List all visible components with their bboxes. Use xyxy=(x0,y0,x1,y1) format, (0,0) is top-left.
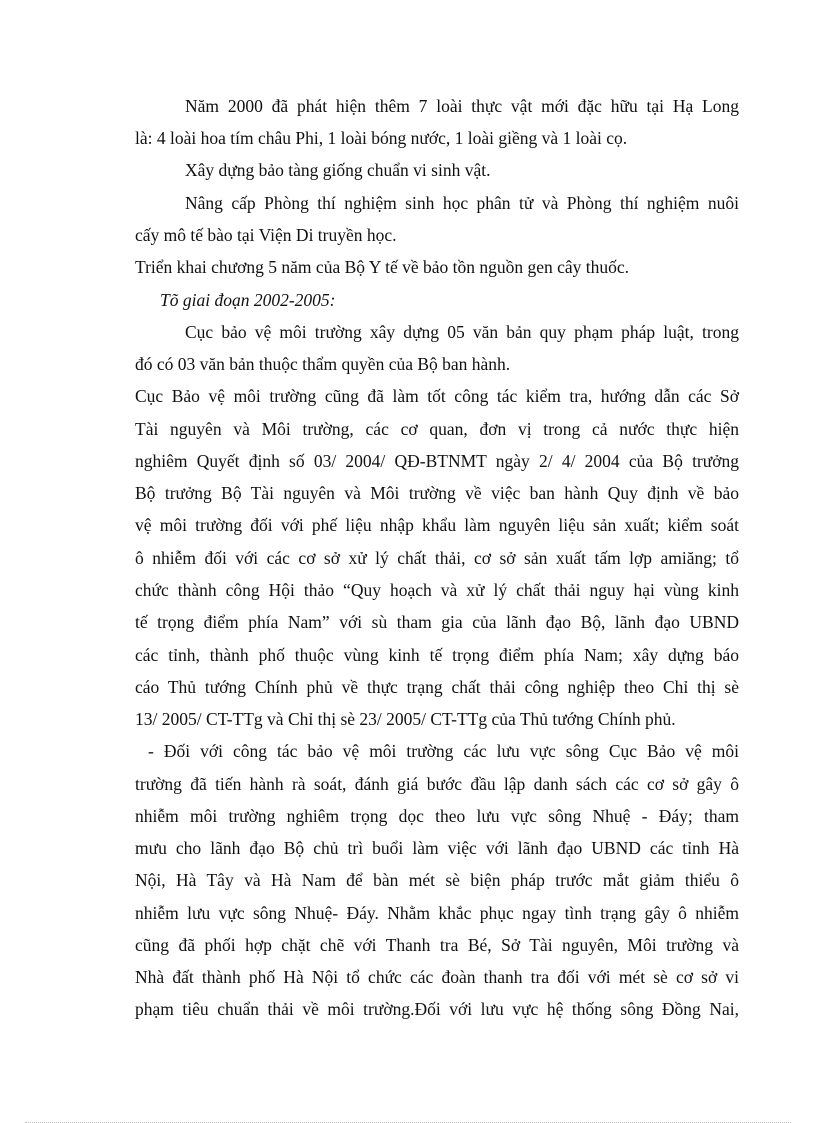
text-line: ô nhiễm đối với các cơ sở xử lý chất thải, cơ sở sản xuất tấm lợp amiăng; tổ xyxy=(135,548,739,568)
text-line: Triển khai chương 5 năm của Bộ Y tế về bảo tồn nguồn gen cây thuốc. xyxy=(135,257,630,277)
text-line: mưu cho lãnh đạo Bộ chủ trì buổi làm việc với lãnh đạo UBND các tỉnh Hà xyxy=(135,838,739,858)
text-line: Cục bảo vệ môi trường xây dựng 05 văn bản quy phạm pháp luật, trong xyxy=(185,322,739,342)
text-line: Năm 2000 đã phát hiện thêm 7 loài thực vật mới đặc hữu tại Hạ Long xyxy=(185,96,739,116)
text-line: Xây dựng bảo tàng giống chuẩn vi sinh vật. xyxy=(185,160,491,180)
text-line: trường đã tiến hành rà soát, đánh giá bước đầu lập danh sách các cơ sở gây ô xyxy=(135,774,739,794)
text-line: nghiêm Quyết định số 03/ 2004/ QĐ-BTNMT ngày 2/ 4/ 2004 của Bộ trưởng xyxy=(135,451,739,471)
text-line: nhiễm lưu vực sông Nhuệ- Đáy. Nhằm khắc phục ngay tình trạng gây ô nhiễm xyxy=(135,903,739,923)
section-heading: Tõ giai đoạn 2002-2005: xyxy=(160,290,336,310)
text-line: chức thành công Hội thảo “Quy hoạch và xử lý chất thải nguy hại vùng kinh xyxy=(135,580,739,600)
text-line: tế trọng điểm phía Nam” với sù tham gia của lãnh đạo Bộ, lãnh đạo UBND xyxy=(135,612,739,632)
text-line: cũng đã phối hợp chặt chẽ với Thanh tra Bé, Sở Tài nguyên, Môi trường và xyxy=(135,935,739,955)
text-line: - Đối với công tác bảo vệ môi trường các lưu vực sông Cục Bảo vệ môi xyxy=(148,741,739,761)
text-line: cấy mô tế bào tại Viện Di truyền học. xyxy=(135,225,397,245)
text-line: đó có 03 văn bản thuộc thẩm quyền của Bộ ban hành. xyxy=(135,354,511,374)
text-line: vệ môi trường đối với phế liệu nhập khẩu làm nguyên liệu sản xuất; kiểm soát xyxy=(135,515,739,535)
text-line: Nội, Hà Tây và Hà Nam để bàn mét sè biện pháp trước mắt giảm thiểu ô xyxy=(135,870,739,890)
text-line: là: 4 loài hoa tím châu Phi, 1 loài bóng nước, 1 loài giềng và 1 loài cọ. xyxy=(135,128,628,148)
text-line: Tài nguyên và Môi trường, các cơ quan, đơn vị trong cả nước thực hiện xyxy=(135,419,739,439)
text-line: nhiễm môi trường nghiêm trọng dọc theo lưu vực sông Nhuệ - Đáy; tham xyxy=(135,806,739,826)
text-line: 13/ 2005/ CT-TTg và Chỉ thị sè 23/ 2005/ CT-TTg của Thủ tướng Chính phủ. xyxy=(135,709,676,729)
text-line: phạm tiêu chuẩn thải về môi trường.Đối với lưu vực hệ thống sông Đồng Nai, xyxy=(135,999,739,1019)
text-line: Cục Bảo vệ môi trường cũng đã làm tốt công tác kiểm tra, hướng dẫn các Sở xyxy=(135,386,739,406)
text-line: cáo Thủ tướng Chính phủ về thực trạng chất thải công nghiệp theo Chỉ thị sè xyxy=(135,677,739,697)
text-line: Bộ trưởng Bộ Tài nguyên và Môi trường về việc ban hành Quy định về bảo xyxy=(135,483,739,503)
text-line: các tỉnh, thành phố thuộc vùng kinh tế trọng điểm phía Nam; xây dựng báo xyxy=(135,645,739,665)
text-line: Nâng cấp Phòng thí nghiệm sinh học phân tử và Phòng thí nghiệm nuôi xyxy=(185,193,739,213)
text-line: Nhà đất thành phố Hà Nội tổ chức các đoàn thanh tra đối với mét sè cơ sở vi xyxy=(135,967,739,987)
